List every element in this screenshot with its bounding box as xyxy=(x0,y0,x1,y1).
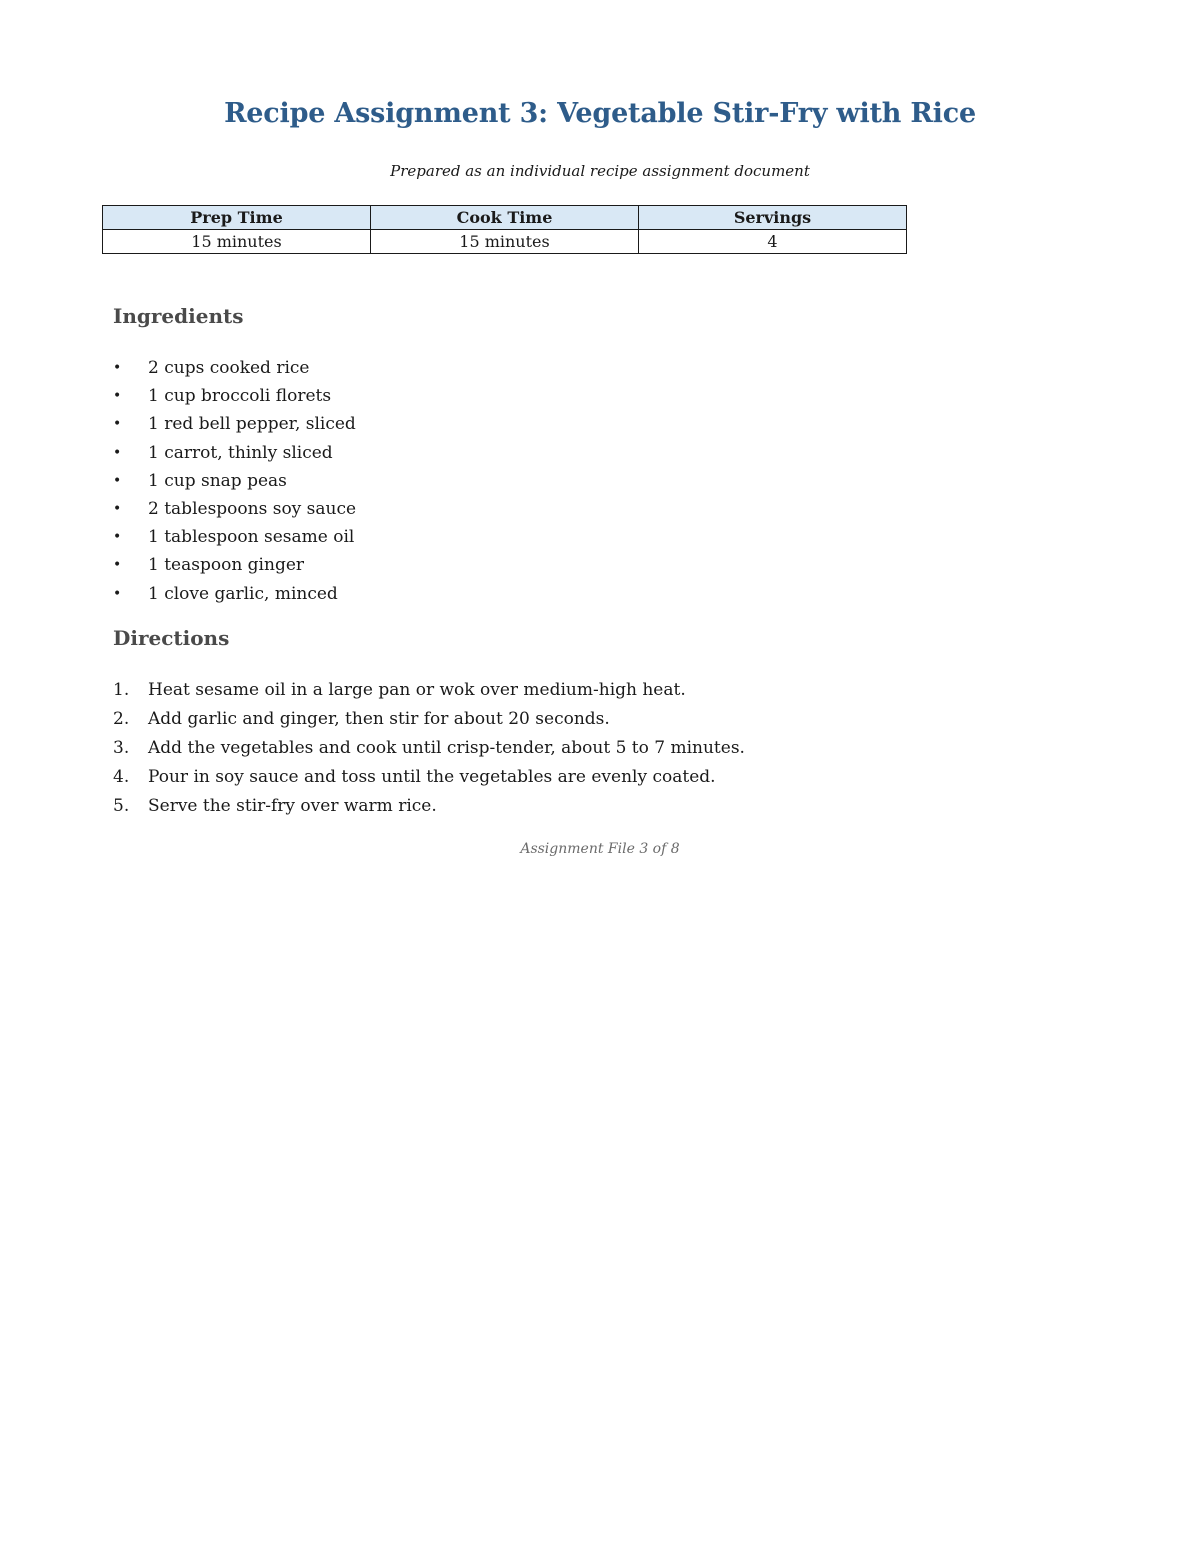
bullet-icon: • xyxy=(113,557,122,574)
step-text: Heat sesame oil in a large pan or wok over medium-high heat. xyxy=(148,680,686,700)
step-text: Add garlic and ginger, then stir for about 20 seconds. xyxy=(148,709,610,729)
list-item xyxy=(113,551,356,579)
step-text: Pour in soy sauce and toss until the vegetables are evenly coated. xyxy=(148,767,716,787)
ingredient-text: 1 red bell pepper, sliced xyxy=(148,414,356,435)
directions-heading: Directions xyxy=(113,626,230,650)
servings-value: 4 xyxy=(639,230,907,254)
document-title: Recipe Assignment 3: Vegetable Stir-Fry with Rice xyxy=(224,98,976,129)
prep-time-value: 15 minutes xyxy=(103,230,371,254)
document-subtitle: Prepared as an individual recipe assignment document xyxy=(390,162,810,180)
step-text: Serve the stir-fry over warm rice. xyxy=(148,796,437,816)
page-footer: Assignment File 3 of 8 xyxy=(520,841,680,857)
ingredients-list xyxy=(113,354,356,608)
list-item xyxy=(113,439,356,467)
bullet-icon: • xyxy=(113,416,122,433)
list-item xyxy=(113,676,745,705)
ingredient-text: 2 cups cooked rice xyxy=(148,358,310,378)
recipe-info-table xyxy=(102,205,907,254)
step-number: 3. xyxy=(113,738,130,758)
list-item xyxy=(113,410,356,438)
ingredient-text: 1 clove garlic, minced xyxy=(148,583,338,604)
ingredient-text: 2 tablespoons soy sauce xyxy=(148,498,357,519)
bullet-icon: • xyxy=(113,585,122,602)
ingredient-text: 1 cup snap peas xyxy=(148,470,287,491)
ingredient-text: 1 cup broccoli florets xyxy=(148,386,332,407)
list-item xyxy=(113,523,356,551)
directions-list xyxy=(113,676,745,821)
bullet-icon: • xyxy=(113,360,122,376)
bullet-icon: • xyxy=(113,388,122,405)
list-item xyxy=(113,354,356,382)
step-number: 4. xyxy=(113,767,130,787)
list-item xyxy=(113,792,745,821)
step-number: 1. xyxy=(113,680,130,700)
ingredient-text: 1 teaspoon ginger xyxy=(148,555,305,576)
list-item xyxy=(113,763,745,792)
step-number: 2. xyxy=(113,709,130,729)
list-item xyxy=(113,382,356,410)
list-item xyxy=(113,495,356,523)
table-header-row xyxy=(103,206,907,230)
prep-time-header: Prep Time xyxy=(103,206,371,230)
bullet-icon: • xyxy=(113,529,122,546)
table-row xyxy=(103,230,907,254)
servings-header: Servings xyxy=(639,206,907,230)
list-item xyxy=(113,580,356,608)
bullet-icon: • xyxy=(113,444,122,461)
bullet-icon: • xyxy=(113,500,122,517)
step-text: Add the vegetables and cook until crisp-tender, about 5 to 7 minutes. xyxy=(148,738,745,758)
list-item xyxy=(113,467,356,495)
list-item xyxy=(113,705,745,734)
ingredient-text: 1 carrot, thinly sliced xyxy=(148,442,333,463)
bullet-icon: • xyxy=(113,472,122,489)
cook-time-value: 15 minutes xyxy=(371,230,639,254)
cook-time-header: Cook Time xyxy=(371,206,639,230)
list-item xyxy=(113,734,745,763)
ingredient-text: 1 tablespoon sesame oil xyxy=(148,527,355,548)
ingredients-heading: Ingredients xyxy=(113,304,244,328)
step-number: 5. xyxy=(113,796,130,816)
